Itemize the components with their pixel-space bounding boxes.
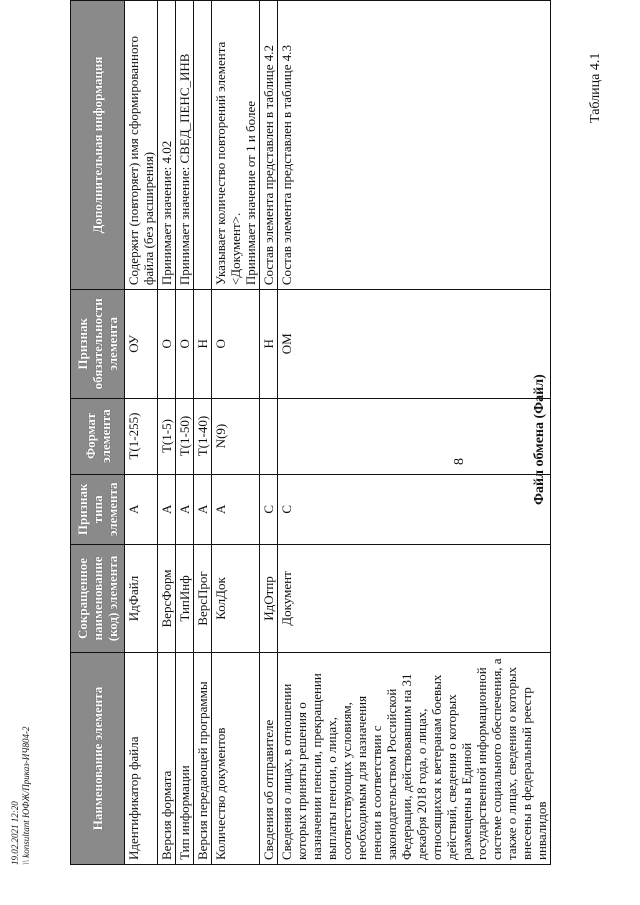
cell-info	[194, 1, 212, 290]
cell-code: ИдОтпр	[260, 545, 278, 653]
table-title: Файл обмена (Файл)	[532, 374, 547, 505]
cell-info: Принимает значение: СВЕД_ПЕНС_ИНВ	[176, 1, 194, 290]
cell-code: ТипИнф	[176, 545, 194, 653]
cell-format: T(1-5)	[158, 398, 176, 474]
cell-type: С	[278, 474, 551, 544]
print-date: 19.02.2021 12:20	[10, 801, 20, 865]
cell-required: О	[212, 290, 260, 398]
cell-name: Сведения об отправителе	[260, 652, 278, 864]
table-header-row	[71, 1, 125, 865]
header-element-required: Признак обязательности элемента	[71, 290, 125, 398]
cell-required: Н	[194, 290, 212, 398]
cell-code: ИдФайл	[125, 545, 158, 653]
print-footer	[10, 727, 32, 865]
cell-format: N(9)	[212, 398, 260, 474]
cell-info: Указывает количество повторений элемента <Документ>. Принимает значение от 1 и более	[212, 1, 260, 290]
cell-format: T(1-50)	[176, 398, 194, 474]
file-exchange-table	[70, 0, 551, 865]
cell-type: А	[158, 474, 176, 544]
header-element-type: Признак типа элемента	[71, 474, 125, 544]
cell-required: Н	[260, 290, 278, 398]
cell-format: T(1-40)	[194, 398, 212, 474]
cell-name: Идентификатор файла	[125, 652, 158, 864]
cell-format	[260, 398, 278, 474]
table-row	[212, 1, 260, 865]
cell-type: А	[176, 474, 194, 544]
table-row	[260, 1, 278, 865]
print-path: \\ konsultant ЮФЖ/Приказ-ИЧ804-2	[21, 726, 31, 865]
cell-name: Версия формата	[158, 652, 176, 864]
header-additional-info: Дополнительная информация	[71, 1, 125, 290]
cell-required: ОМ	[278, 290, 551, 398]
table-row	[194, 1, 212, 865]
cell-info: Принимает значение: 4.02	[158, 1, 176, 290]
cell-name: Сведения о лицах, в отношении которых приняты решения о назначении пенсии, прекращении выплаты пенсии, о лицах, соответствующих условиям, необходимым для назначения пенсии в соответствии с законодательством Российской Федерации, действовавшим на 31 декабря 2018 года, о лицах, относящихся к ветеранам боевых действий, сведения о которых размещены в Единой государственной информационной системе социального обеспечения, а также о лицах, сведения о которых внесены в федеральный реестр инвалидов	[278, 652, 551, 864]
cell-code: ВерсФорм	[158, 545, 176, 653]
cell-name: Количество документов	[212, 652, 260, 864]
cell-info: Состав элемента представлен в таблице 4.2	[260, 1, 278, 290]
cell-format: T(1-255)	[125, 398, 158, 474]
header-element-code: Сокращенное наименование (код) элемента	[71, 545, 125, 653]
cell-type: А	[212, 474, 260, 544]
header-element-name: Наименование элемента	[71, 652, 125, 864]
cell-code: ВерсПрог	[194, 545, 212, 653]
header-element-format: Формат элемента	[71, 398, 125, 474]
cell-type: С	[260, 474, 278, 544]
cell-name: Версия передающей программы	[194, 652, 212, 864]
table-row	[158, 1, 176, 865]
cell-info: Состав элемента представлен в таблице 4.3	[278, 1, 551, 290]
table-row	[278, 1, 551, 865]
cell-code: Документ	[278, 545, 551, 653]
cell-format	[278, 398, 551, 474]
table-row	[125, 1, 158, 865]
table-number: Таблица 4.1	[588, 52, 603, 123]
page-number: 8	[452, 458, 467, 465]
cell-info: Содержит (повторяет) имя сформированного файла (без расширения)	[125, 1, 158, 290]
cell-name: Тип информации	[176, 652, 194, 864]
cell-type: А	[194, 474, 212, 544]
table-row	[176, 1, 194, 865]
cell-required: О	[158, 290, 176, 398]
cell-type: А	[125, 474, 158, 544]
cell-code: КолДок	[212, 545, 260, 653]
cell-required: О	[176, 290, 194, 398]
cell-required: ОУ	[125, 290, 158, 398]
